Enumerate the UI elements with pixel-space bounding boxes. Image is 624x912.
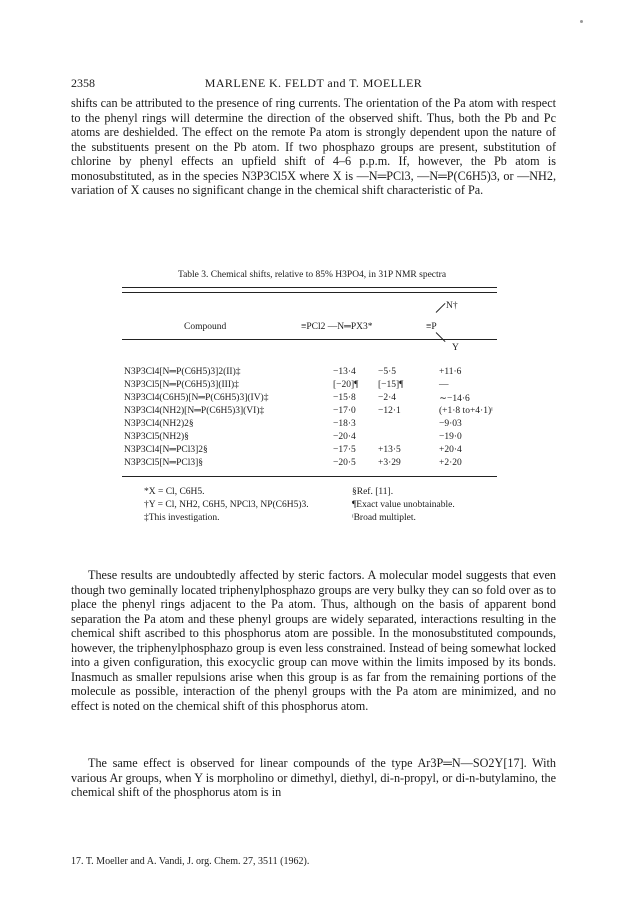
p-cell: +11·6: [439, 367, 462, 377]
compound-cell: N3P3Cl4[N═P(C6H5)3]2(II)‡: [124, 367, 241, 377]
table-footnote: ¶Exact value unobtainable.: [352, 500, 455, 510]
page-header: [71, 76, 556, 92]
table-header-shift-cols: ≡PCl2 —N═PX3*: [301, 322, 373, 332]
page-number: 2358: [71, 76, 95, 90]
table-rule-mid: [122, 339, 497, 340]
bond-line: [436, 303, 446, 313]
p-cell: ∼−14·6: [439, 394, 470, 404]
p-cell: +2·20: [439, 458, 462, 468]
npx3-cell: +3·29: [378, 458, 401, 468]
table-row: [124, 367, 504, 378]
table-row: [124, 393, 504, 404]
bond-line-2: [436, 332, 446, 342]
table-caption: Table 3. Chemical shifts, relative to 85% H3PO4, in 31P NMR spectra: [177, 270, 447, 280]
table-header-n: N†: [446, 301, 458, 311]
p-cell: (+1·8 to+4·1)ᶦ: [439, 406, 493, 416]
compound-cell: N3P3Cl4[N═PCl3]2§: [124, 445, 208, 455]
pcl2-cell: −15·8: [333, 393, 356, 403]
pcl2-cell: −18·3: [333, 419, 356, 429]
running-title: MARLENE K. FELDT and T. MOELLER: [204, 76, 423, 90]
paragraph-3: The same effect is observed for linear compounds of the type Ar3P═N—SO2Y[17]. With various Ar groups, when Y is morpholino or dimethyl, diethyl, di-n-propyl, or di-n-butylamino, the chemical shift of the phosphorus atom is in: [71, 756, 556, 799]
pcl2-cell: −20·4: [333, 432, 356, 442]
pcl2-cell: −17·0: [333, 406, 356, 416]
table-row: [124, 445, 504, 456]
table-header-y: Y: [452, 343, 459, 353]
table-row: [124, 380, 504, 391]
npx3-cell: −5·5: [378, 367, 397, 377]
compound-cell: N3P3Cl5[N═PCl3]§: [124, 458, 204, 468]
npx3-cell: +13·5: [378, 445, 401, 455]
table-footnote: §Ref. [11].: [352, 487, 394, 497]
pcl2-cell: −13·4: [333, 367, 356, 377]
p-cell: −19·0: [439, 432, 462, 442]
table-row: [124, 419, 504, 430]
table-row: [124, 458, 504, 469]
table-footnote: ᶦBroad multiplet.: [352, 513, 416, 523]
table-row: [124, 432, 504, 443]
table-header-p: ≡P: [426, 322, 437, 332]
compound-cell: N3P3Cl4(NH2)[N═P(C6H5)3](VI)‡: [124, 406, 265, 416]
paragraph-2: These results are undoubtedly affected by steric factors. A molecular model suggests that even though two geminally located triphenylphosphazo groups are very bulky they can so fold over as to place the phenyl rings adjacent to the Pa atom. Thus, although on the basis of apparent bond separation the Pa atom and these phenyl groups are widely separated, interactions resulting in the chemical shift ascribed to this phosphorus atom are possible. In the monosubstituted compounds, however, the triphenylphosphazo group is even less constrained. Instead of being somewhat locked into a given configuration, this exocyclic group can move within the limits imposed by its bonds. Inasmuch as smaller repulsions arise when this group is as far from the remaining portions of the molecule as possible, interaction of the phenyl groups with the Pa atom are minimized, and no effect is noted on the chemical shift of this phosphorus atom.: [71, 568, 557, 713]
p-cell: +20·4: [439, 445, 462, 455]
p-cell: —: [439, 380, 449, 390]
npx3-cell: −2·4: [378, 393, 397, 403]
paragraph-1: shifts can be attributed to the presence of ring currents. The orientation of the Pa atom with respect to the phenyl rings will determine the direction of the observed shift. Thus, both the Pb and Pc atoms are deshielded. The effect on the remote Pa atom is strongly dependent upon the nature of the substituents present on the Pb atom. If two phosphazo groups are present, substitution of chlorine by phenyl effects an upfield shift of 4–6 p.p.m. If, however, the Pb atom is monosubstituted, as in the species N3P3Cl5X where X is —N═PCl3, —N═P(C6H5)3, or —NH2, variation of X causes no significant change in the chemical shift characteristic of Pa.: [71, 96, 556, 197]
table-footnote: ‡This investigation.: [144, 513, 220, 523]
reference-footnote: 17. T. Moeller and A. Vandi, J. org. Chem. 27, 3511 (1962).: [71, 856, 310, 867]
table-footnote: *X = Cl, C6H5.: [144, 487, 205, 497]
table-footnote: †Y = Cl, NH2, C6H5, NPCl3, NP(C6H5)3.: [144, 500, 309, 510]
pcl2-cell: −20·5: [333, 458, 356, 468]
npx3-cell: [−15]¶: [378, 380, 404, 390]
table-row: [124, 406, 504, 417]
table-rule-bottom: [122, 476, 497, 477]
pcl2-cell: [−20]¶: [333, 380, 359, 390]
compound-cell: N3P3Cl5[N═P(C6H5)3](III)‡: [124, 380, 239, 390]
table-rule-top: [122, 287, 497, 288]
compound-cell: N3P3Cl4(C6H5)[N═P(C6H5)3](IV)‡: [124, 393, 269, 403]
compound-cell: N3P3Cl4(NH2)2§: [124, 419, 194, 429]
p-cell: −9·03: [439, 419, 462, 429]
table-rule-top-2: [122, 292, 497, 293]
table-header-compound: Compound: [184, 322, 227, 332]
npx3-cell: −12·1: [378, 406, 401, 416]
pcl2-cell: −17·5: [333, 445, 356, 455]
compound-cell: N3P3Cl5(NH2)§: [124, 432, 189, 442]
scan-speck: [580, 20, 583, 23]
